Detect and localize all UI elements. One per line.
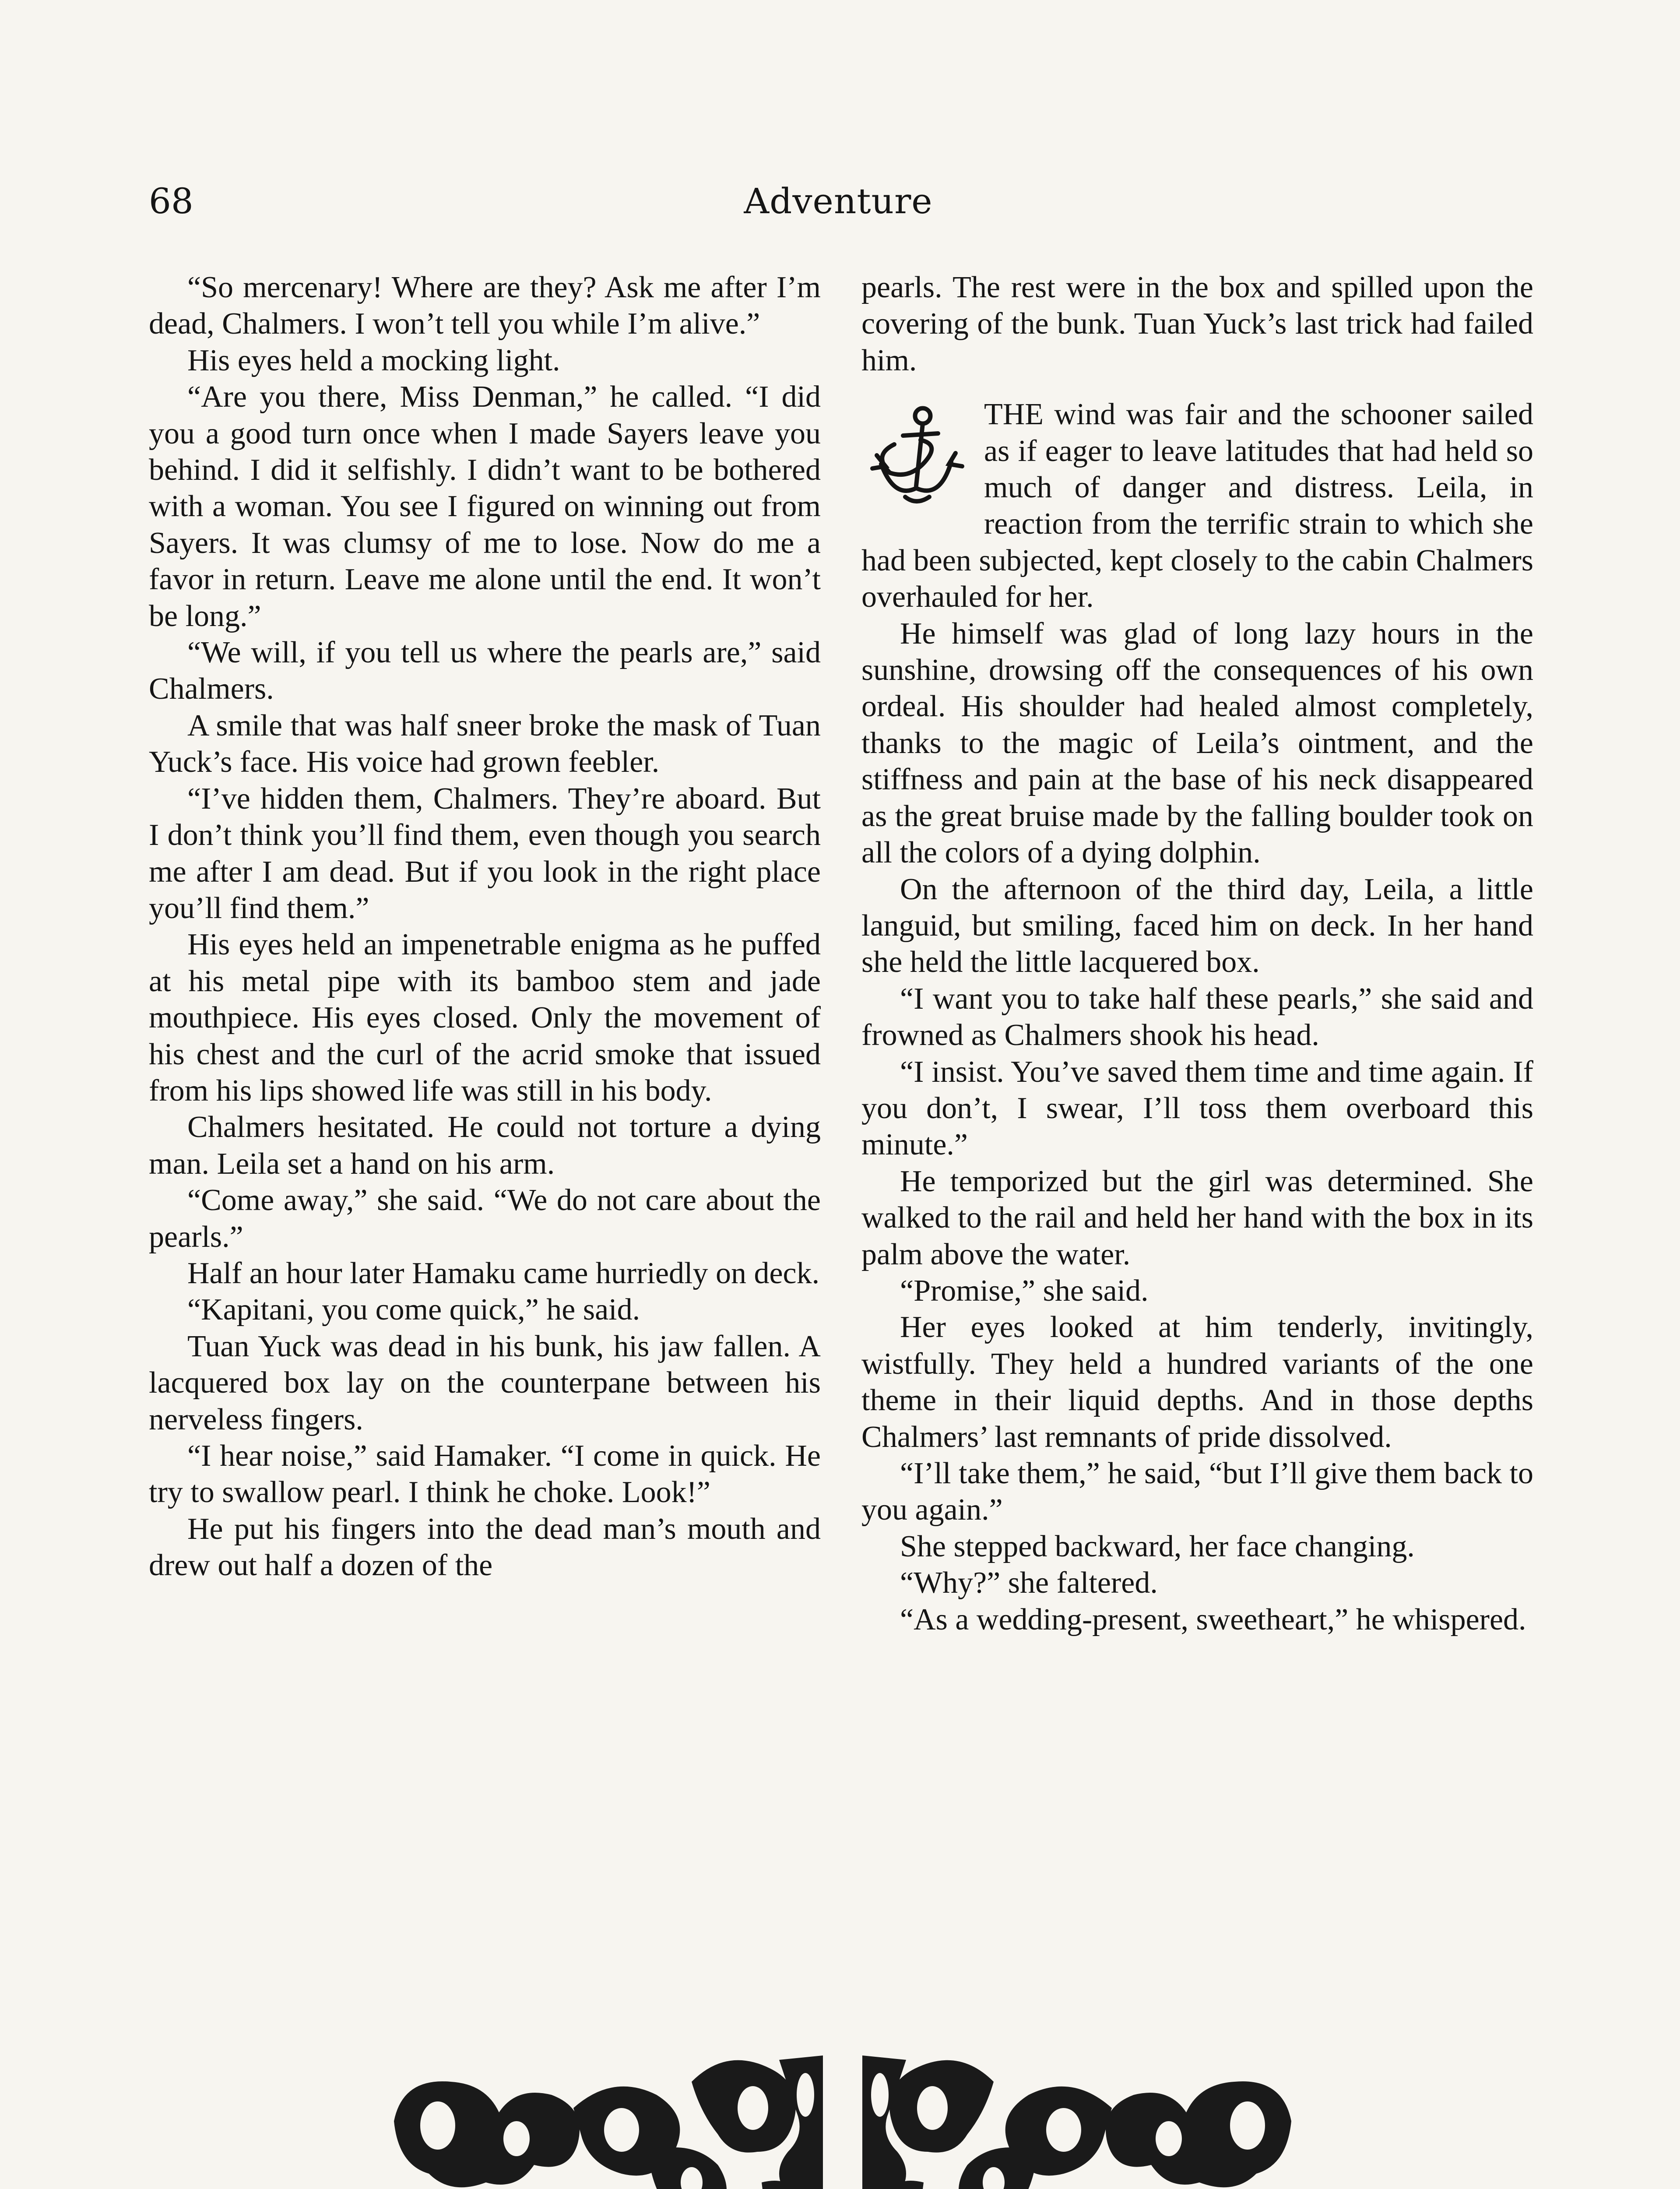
paragraph: Her eyes looked at him tenderly, invitingly, wistfully. They held a hundred variants of the one theme in their liquid depths. And in those depths Chalmers’ last remnants of pride dissolved.	[861, 1310, 1533, 1454]
paragraph: His eyes held an impenetrable enigma as he puffed at his metal pipe with its bamboo stem and jade mouthpiece. His eyes closed. Only the movement of his chest and the curl of the acrid smoke that issued from his lips showed life was still in his body.	[149, 928, 821, 1108]
paragraph: A smile that was half sneer broke the mask of Tuan Yuck’s face. His voice had grown feebler.	[149, 708, 821, 779]
paragraph: “As a wedding-present, sweetheart,” he whispered.	[900, 1602, 1526, 1636]
paragraph: She stepped backward, her face changing.	[900, 1529, 1415, 1563]
running-head	[149, 177, 1528, 225]
paragraph: “I’ve hidden them, Chalmers. They’re aboard. But I don’t think you’ll find them, even though you search me after I am dead. But if you look in the right place you’ll find them.”	[149, 781, 821, 925]
paragraph: “Promise,” she said.	[900, 1274, 1149, 1308]
paragraph: His eyes held a mocking light.	[187, 343, 560, 377]
paragraph: He put his fingers into the dead man’s mouth and drew out half a dozen of the	[149, 1512, 821, 1583]
paragraph: “I want you to take half these pearls,” she said and frowned as Chalmers shook his head.	[861, 982, 1533, 1052]
paragraph-continuation: pearls. The rest were in the box and spilled upon the covering of the bunk. Tuan Yuck’s last trick had failed him.	[861, 271, 1533, 377]
journal-title: Adventure	[744, 181, 933, 222]
paragraph: Tuan Yuck was dead in his bunk, his jaw fallen. A lacquered box lay on the counterpane between his nerveless fingers.	[149, 1329, 821, 1436]
paragraph: “So mercenary! Where are they? Ask me after I’m dead, Chalmers. I won’t tell you while I’m alive.”	[149, 271, 821, 341]
page-number: 68	[149, 181, 193, 222]
paragraph: “I insist. You’ve saved them time and time again. If you don’t, I swear, I’ll toss them overboard this minute.”	[861, 1055, 1533, 1162]
paragraph: Chalmers hesitated. He could not torture a dying man. Leila set a hand on his arm.	[149, 1110, 821, 1181]
right-column	[861, 269, 1533, 1638]
paragraph: “Come away,” she said. “We do not care about the pearls.”	[149, 1183, 821, 1254]
paragraph: “We will, if you tell us where the pearls are,” said Chalmers.	[149, 636, 821, 706]
paragraph: “I hear noise,” said Hamaker. “I come in quick. He try to swallow pearl. I think he choke. Look!”	[149, 1439, 821, 1510]
paragraph: “I’ll take them,” he said, “but I’ll give them back to you again.”	[861, 1457, 1533, 1527]
paragraph: On the afternoon of the third day, Leila, a little languid, but smiling, faced him on deck. In her hand she held the little lacquered box.	[861, 872, 1533, 979]
paragraph: Half an hour later Hamaku came hurriedly on deck.	[187, 1256, 820, 1290]
section-opening	[861, 396, 1533, 615]
paragraph: “Are you there, Miss Denman,” he called. “I did you a good turn once when I made Sayers leave you behind. I did it selfishly. I didn’t want to be bothered with a woman. You see I figured on winning out from Sayers. It was clumsy of me to lose. Now do me a favor in return. Leave me alone until the end. It won’t be long.”	[149, 380, 821, 633]
paragraph: “Kapitani, you come quick,” he said.	[187, 1293, 640, 1327]
paragraph: “Why?” she faltered.	[900, 1566, 1158, 1600]
paragraph: THE wind was fair and the schooner sailed as if eager to leave latitudes that had held so much of danger and distress. Leila, in reaction from the terrific strain to which she had been subjected, kept closely to the cabin Chalmers overhauled for her.	[861, 398, 1533, 614]
left-column	[149, 269, 821, 1584]
floral-tailpiece-icon	[385, 2007, 1300, 2189]
paragraph: He himself was glad of long lazy hours in the sunshine, drowsing off the consequences of his own ordeal. His shoulder had healed almost completely, thanks to the magic of Leila’s ointment, and the stiffness and pain at the base of his neck disappeared as the great bruise made by the falling boulder took on all the colors of a dying dolphin.	[861, 616, 1533, 870]
anchor-icon	[861, 401, 971, 510]
paragraph: He temporized but the girl was determined. She walked to the rail and held her hand with the box in its palm above the water.	[861, 1164, 1533, 1271]
